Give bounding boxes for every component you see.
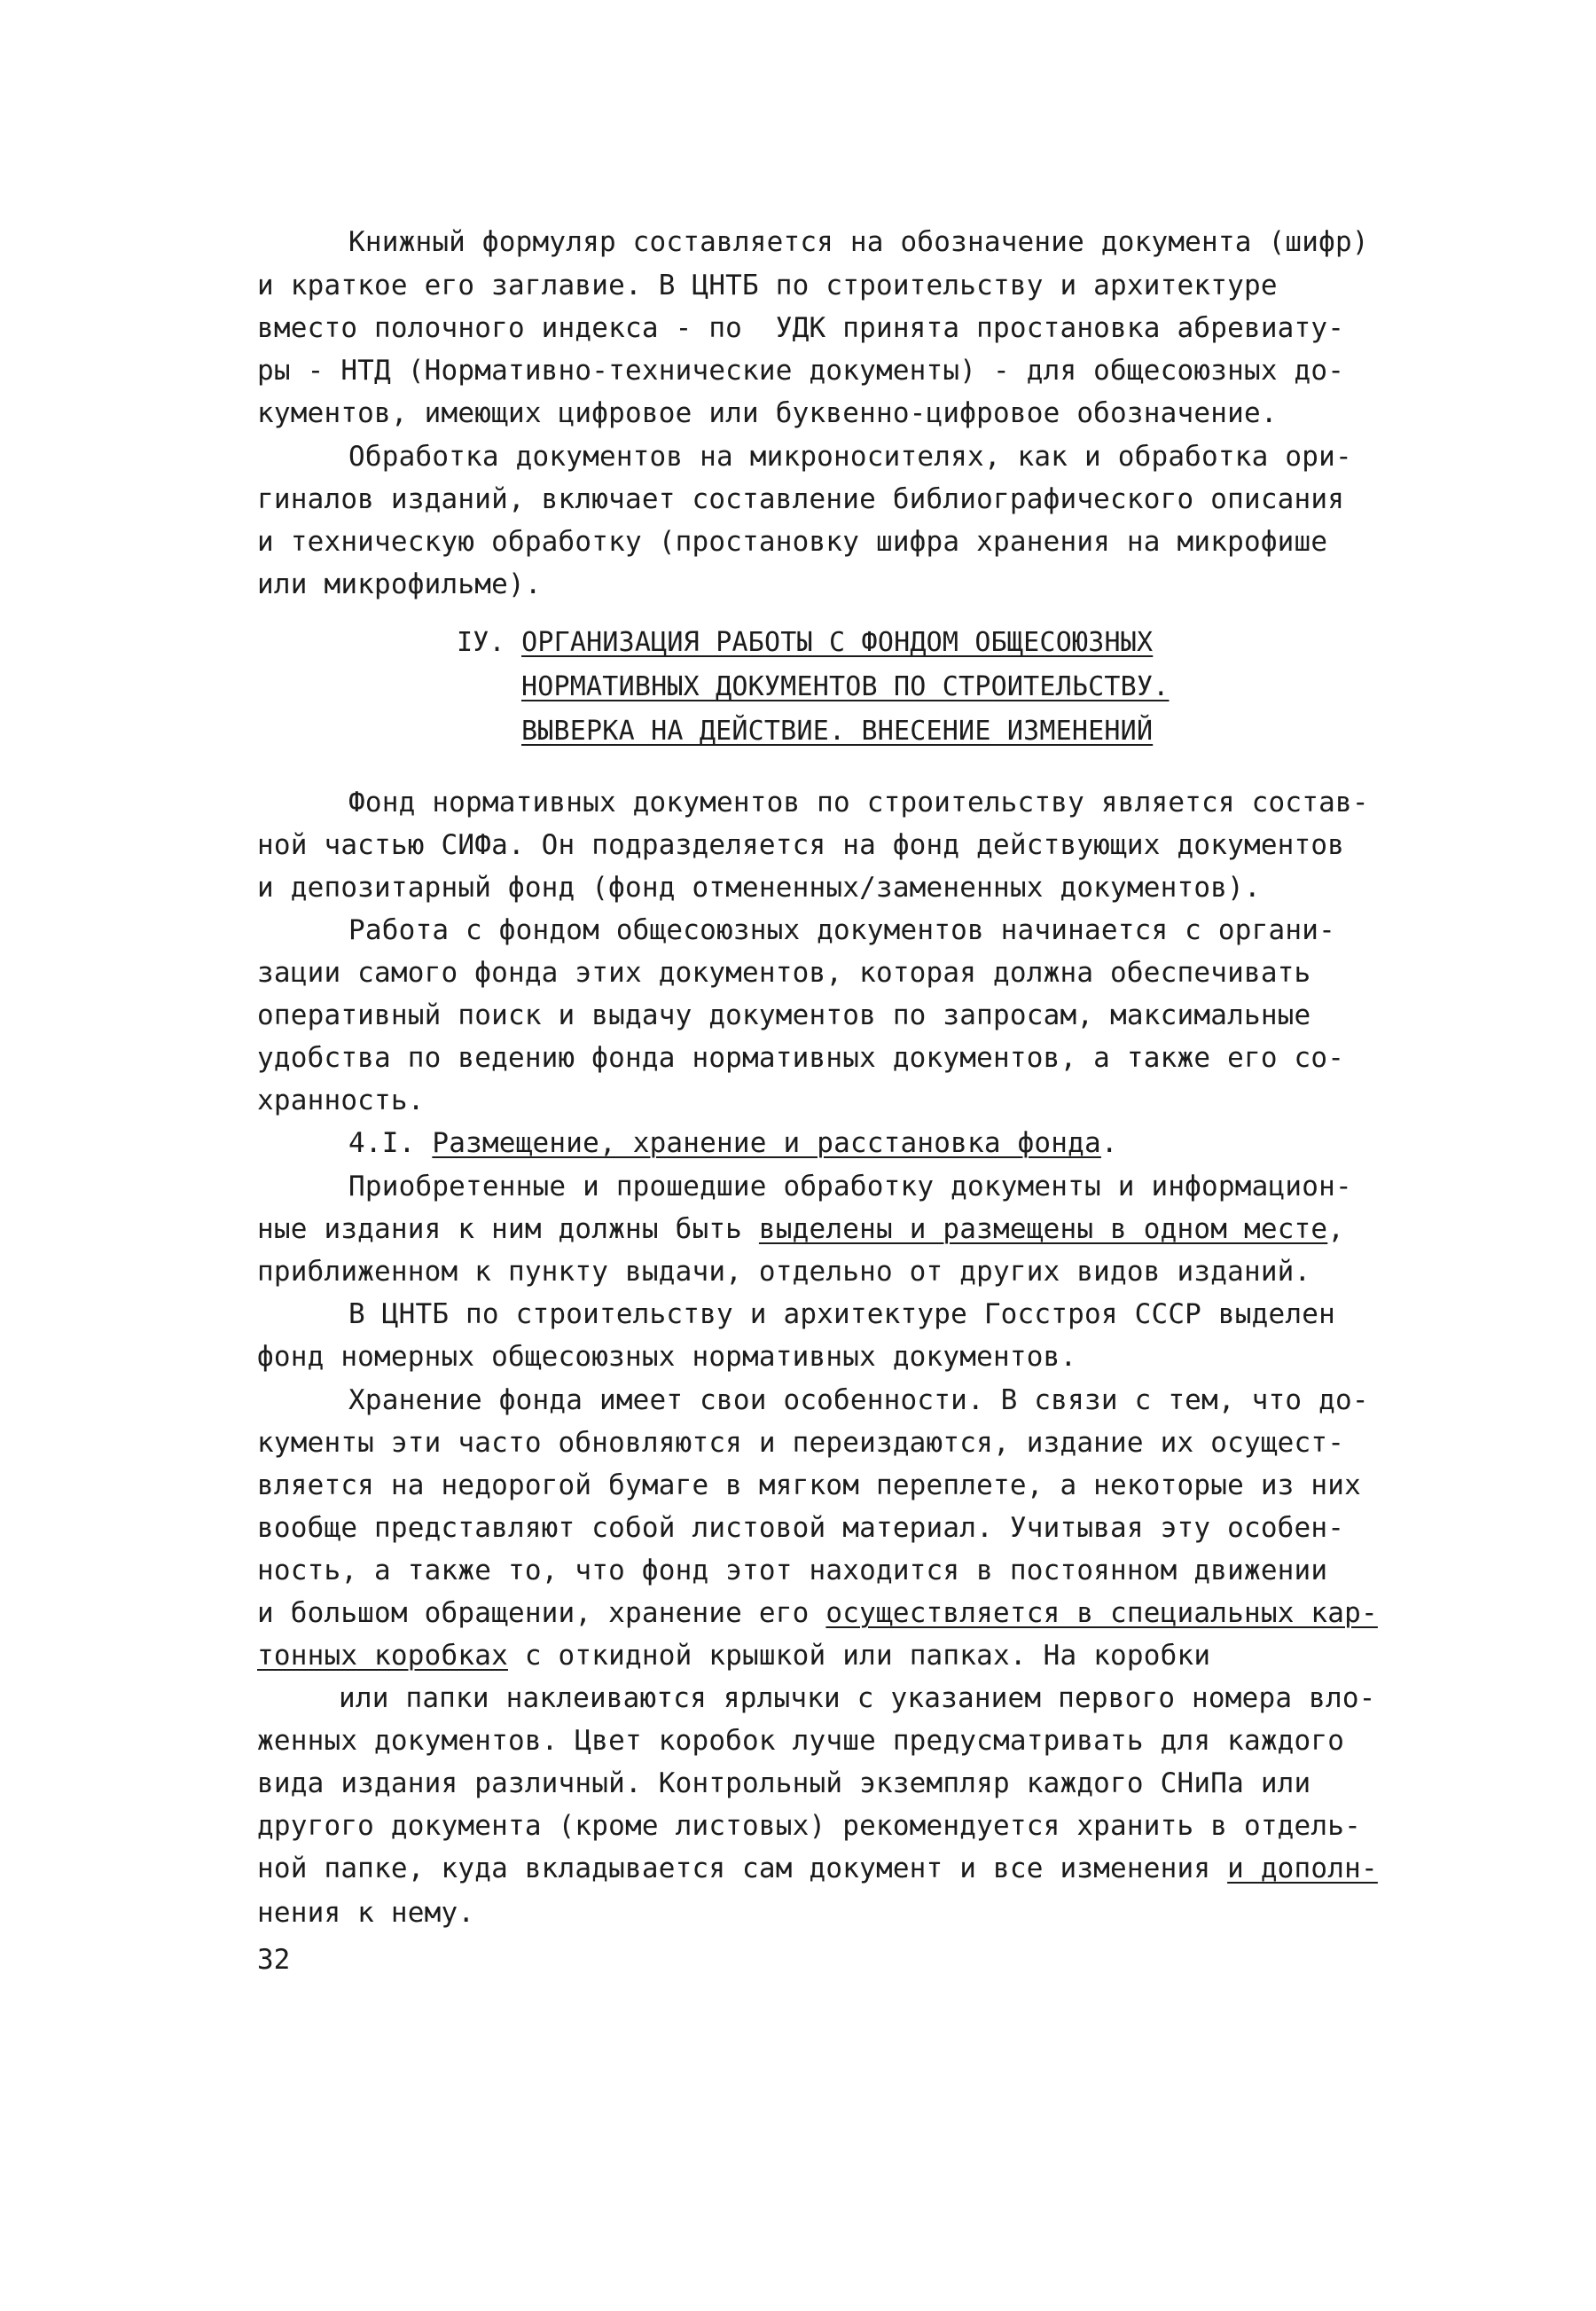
para7-line4: вообще представляют собой листовой материал. Учитывая эту особен- [257,1512,1345,1544]
para1-line2: и краткое его заглавие. В ЦНТБ по строительству и архитектуре [257,270,1278,302]
para7-line12-text: ной папке, куда вкладывается сам документ и все изменения [257,1853,1228,1884]
para1-line5: кументов, имеющих цифровое или буквенно-цифровое обозначение. [257,397,1278,429]
heading-line3 [521,718,1153,745]
para1-line4: ры - НТД (Нормативно-технические документы) - для общесоюзных до- [257,355,1345,387]
para7-line5: ность, а также то, что фонд этот находится в постоянном движении [257,1555,1328,1586]
heading-title-line2: НОРМАТИВНЫХ ДОКУМЕНТОВ ПО СТРОИТЕЛЬСТВУ. [521,671,1170,702]
para7-line6-text: и большом обращении, хранение его [257,1597,826,1629]
para7-line2: кументы эти часто обновляются и переиздаются, издание их осущест- [257,1427,1345,1459]
para7-line13: нения к нему. [257,1897,475,1929]
para3-line1: Фонд нормативных документов по строительству является состав- [348,787,1369,819]
para7-line12-underlined: и дополн- [1227,1853,1378,1884]
para5-line1: Приобретенные и прошедшие обработку документы и информацион- [348,1171,1352,1203]
section-title: Размещение, хранение и расстановка фонда [432,1127,1101,1159]
section-heading [348,1127,1118,1159]
para7-line11: другого документа (кроме листовых) рекомендуется хранить в отдель- [257,1810,1361,1842]
para5-line2-end: , [1327,1213,1345,1245]
para4-line1: Работа с фондом общесоюзных документов начинается с органи- [348,914,1335,946]
para7-line6 [257,1597,1378,1629]
para5-line3: приближенном к пункту выдачи, отдельно от других видов изданий. [257,1256,1311,1288]
heading-title-line1: ОРГАНИЗАЦИЯ РАБОТЫ С ФОНДОМ ОБЩЕСОЮЗНЫХ [521,627,1154,658]
heading-number: IУ. [457,627,505,658]
heading-title-line3: ВЫВЕРКА НА ДЕЙСТВИЕ. ВНЕСЕНИЕ ИЗМЕНЕНИЙ [521,716,1154,747]
para4-line4: удобства по ведению фонда нормативных документов, а также его со- [257,1042,1345,1074]
para4-line5: хранность. [257,1085,425,1116]
para2-line1: Обработка документов на микроносителях, как и обработка ори- [348,441,1352,473]
para4-line2: зации самого фонда этих документов, которая должна обеспечивать [257,957,1311,989]
para7-line7-underlined: тонных коробках [257,1640,508,1672]
para3-line3: и депозитарный фонд (фонд отмененных/замененных документов). [257,872,1261,904]
para5-line2 [257,1213,1345,1245]
para2-line3: и техническую обработку (простановку шифра хранения на микрофише [257,526,1328,558]
para1-line3: вместо полочного индекса - по УДК принята простановка абревиату- [257,312,1345,344]
para7-line10: вида издания различный. Контрольный экземпляр каждого СНиПа или [257,1767,1311,1799]
para6-line2: фонд номерных общесоюзных нормативных документов. [257,1341,1077,1373]
page-number: 32 [257,1944,291,1976]
para7-line12 [257,1855,1378,1883]
para2-line2: гиналов изданий, включает составление библиографического описания [257,483,1345,515]
para7-line3: вляется на недорогой бумаге в мягком переплете, а некоторые из них [257,1469,1361,1501]
section-title-end: . [1100,1127,1118,1159]
para6-line1: В ЦНТБ по строительству и архитектуре Госстроя СССР выделен [348,1298,1335,1330]
para2-line4: или микрофильме). [257,568,542,600]
para4-line3: оперативный поиск и выдачу документов по запросам, максимальные [257,999,1311,1031]
para5-line2-underlined: выделены и размещены в одном месте [758,1213,1328,1245]
para7-line6-underlined: осуществляется в специальных кар- [825,1597,1378,1629]
para7-line7-text: с откидной крышкой или папках. На коробки [507,1640,1211,1672]
heading-line1 [457,627,1154,658]
heading-line2 [521,671,1170,702]
para1-line1: Книжный формуляр составляется на обозначение документа (шифр) [348,226,1369,258]
section-number: 4.I. [348,1127,416,1159]
para5-line2-text: ные издания к ним должны быть [257,1213,759,1245]
para7-line9: женных документов. Цвет коробок лучше предусматривать для каждого [257,1725,1345,1757]
para7-line1: Хранение фонда имеет свои особенности. В связи с тем, что до- [348,1384,1369,1416]
para7-line7 [257,1642,1210,1670]
para7-line8: или папки наклеиваются ярлычки с указанием первого номера вло- [339,1682,1376,1714]
para3-line2: ной частью СИФа. Он подразделяется на фонд действующих документов [257,829,1345,861]
